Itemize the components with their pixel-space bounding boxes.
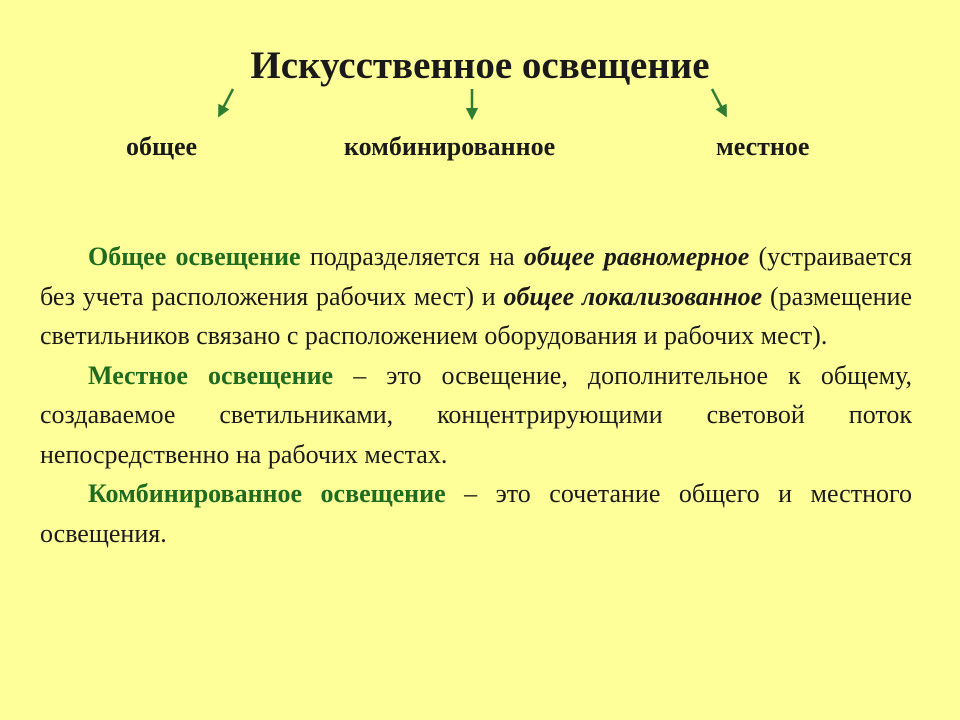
term-local-lighting: Местное освещение [88,360,334,390]
paragraph-text: (размещение светильников связано с расположением оборудования и рабочих мест). [40,281,912,350]
paragraph-text: подразделяется на [300,242,524,271]
definitions [40,237,912,553]
paragraph-text: – это сочетание общего и местного освещения. [40,479,912,548]
paragraph-combined [40,474,912,553]
paragraph-general [40,237,912,356]
emphasis-localized: общее локализованное [503,281,763,311]
term-general-lighting: Общее освещение [88,242,301,271]
paragraph-local [40,356,912,475]
term-combined-lighting: Комбинированное освещение [88,479,446,508]
category-combined: комбинированное [344,132,556,161]
page-title: Искусственное освещение [250,44,710,87]
arrow-right-icon [712,89,724,112]
category-general: общее [126,132,198,161]
arrows [0,86,960,126]
paragraph-text: – это освещение, дополнительное к общему, создаваемое светильниками, концентрирующими световой поток непосредственно на рабочих местах. [40,360,912,469]
paragraph-text: (устраивается без учета расположения рабочих мест) и [40,242,913,311]
arrow-left-icon [221,89,233,112]
category-local: местное [716,132,810,161]
emphasis-uniform: общее равномерное [523,242,750,271]
